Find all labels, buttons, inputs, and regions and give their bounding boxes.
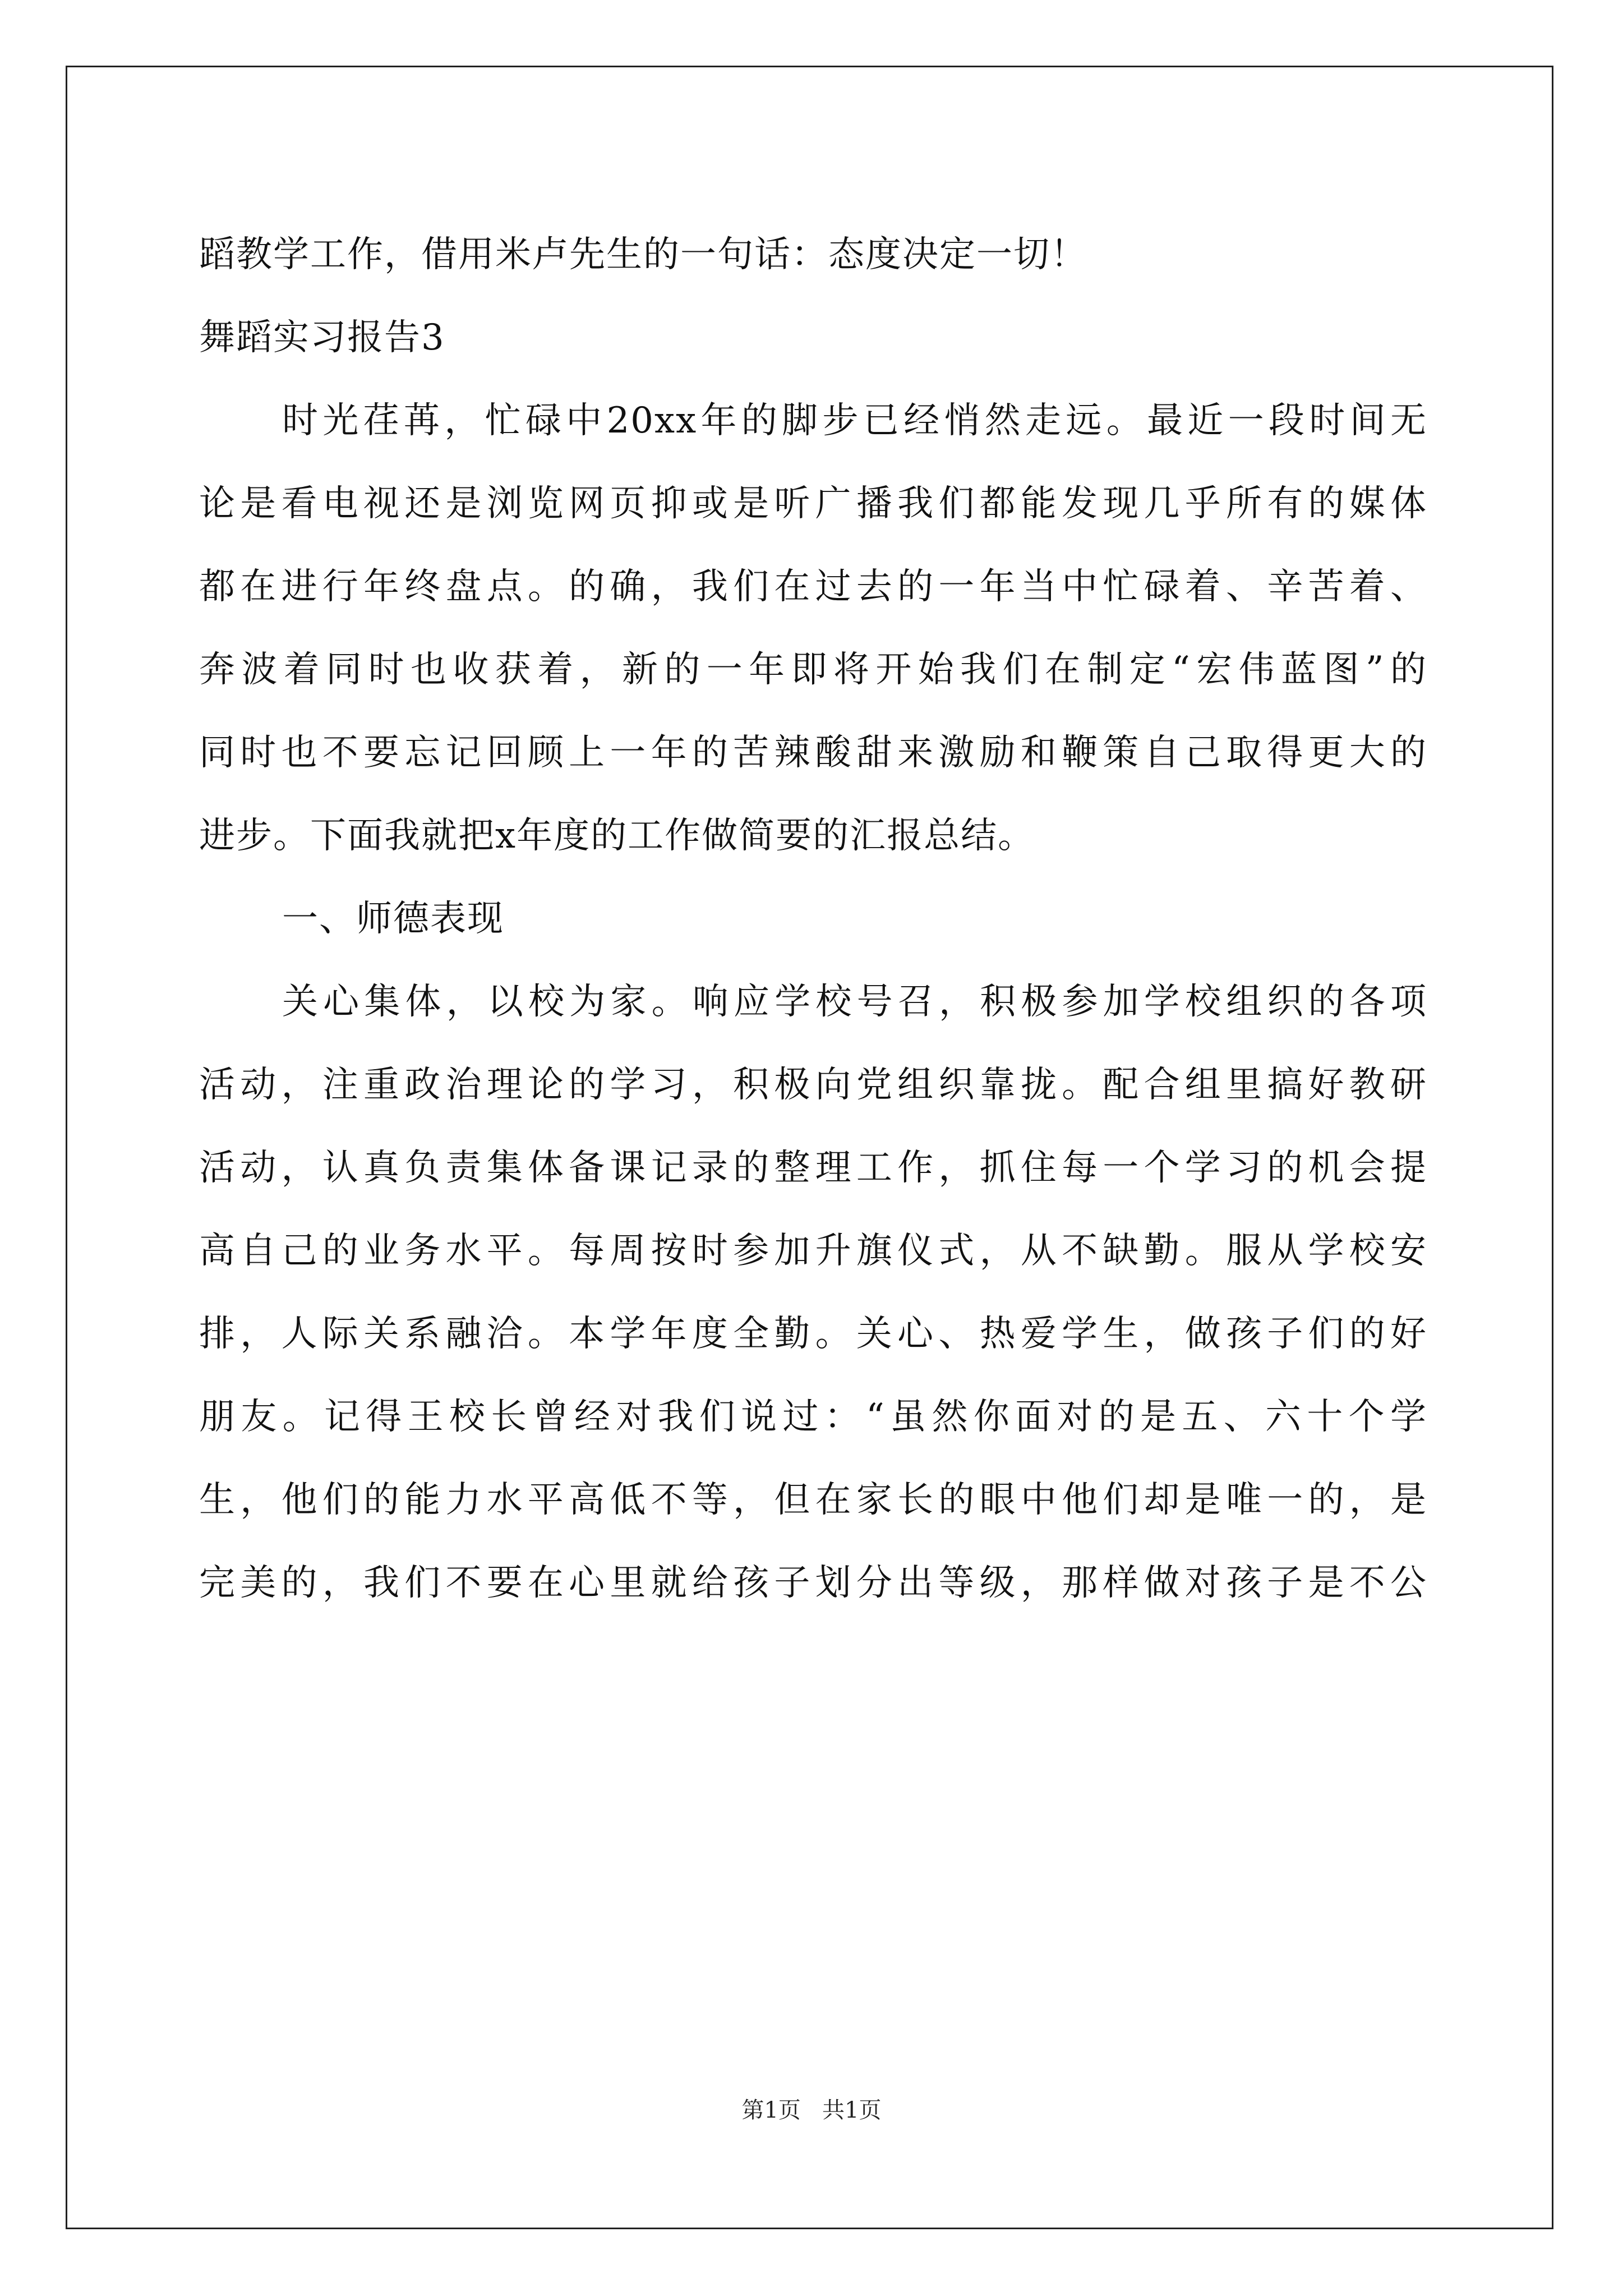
text-line: 同时也不要忘记回顾上一年的苦辣酸甜来激励和鞭策自己取得更大的 — [199, 732, 1427, 774]
text-line: 高自己的业务水平。每周按时参加升旗仪式，从不缺勤。服从学校安 — [199, 1230, 1427, 1272]
text-line: 蹈教学工作，借用米卢先生的一句话：态度决定一切！ — [199, 234, 1087, 275]
document-body — [199, 213, 1427, 1625]
page-footer: 第1页 共1页 — [741, 2097, 882, 2123]
text-line: 论是看电视还是浏览网页抑或是听广播我们都能发现几乎所有的媒体 — [199, 483, 1427, 524]
text-line: 活动，认真负责集体备课记录的整理工作，抓住每一个学习的机会提 — [199, 1147, 1427, 1189]
text-line: 生，他们的能力水平高低不等，但在家长的眼中他们却是唯一的，是 — [199, 1479, 1427, 1521]
subsection-heading: 一、师德表现 — [282, 898, 504, 940]
text-line: 朋友。记得王校长曾经对我们说过：“虽然你面对的是五、六十个学 — [199, 1396, 1427, 1438]
text-line: 奔波着同时也收获着，新的一年即将开始我们在制定“宏伟蓝图”的 — [199, 649, 1427, 691]
text-line: 关心集体，以校为家。响应学校号召，积极参加学校组织的各项 — [282, 981, 1427, 1023]
text-line: 进步。下面我就把x年度的工作做简要的汇报总结。 — [199, 815, 1035, 857]
text-line: 活动，注重政治理论的学习，积极向党组织靠拢。配合组里搞好教研 — [199, 1064, 1427, 1106]
text-line: 排，人际关系融洽。本学年度全勤。关心、热爱学生，做孩子们的好 — [199, 1313, 1427, 1355]
text-line: 时光荏苒，忙碌中20xx年的脚步已经悄然走远。最近一段时间无 — [282, 400, 1427, 441]
section-heading: 舞蹈实习报告3 — [199, 317, 445, 358]
text-line: 完美的，我们不要在心里就给孩子划分出等级，那样做对孩子是不公 — [199, 1562, 1427, 1604]
text-line: 都在进行年终盘点。的确，我们在过去的一年当中忙碌着、辛苦着、 — [199, 566, 1427, 608]
